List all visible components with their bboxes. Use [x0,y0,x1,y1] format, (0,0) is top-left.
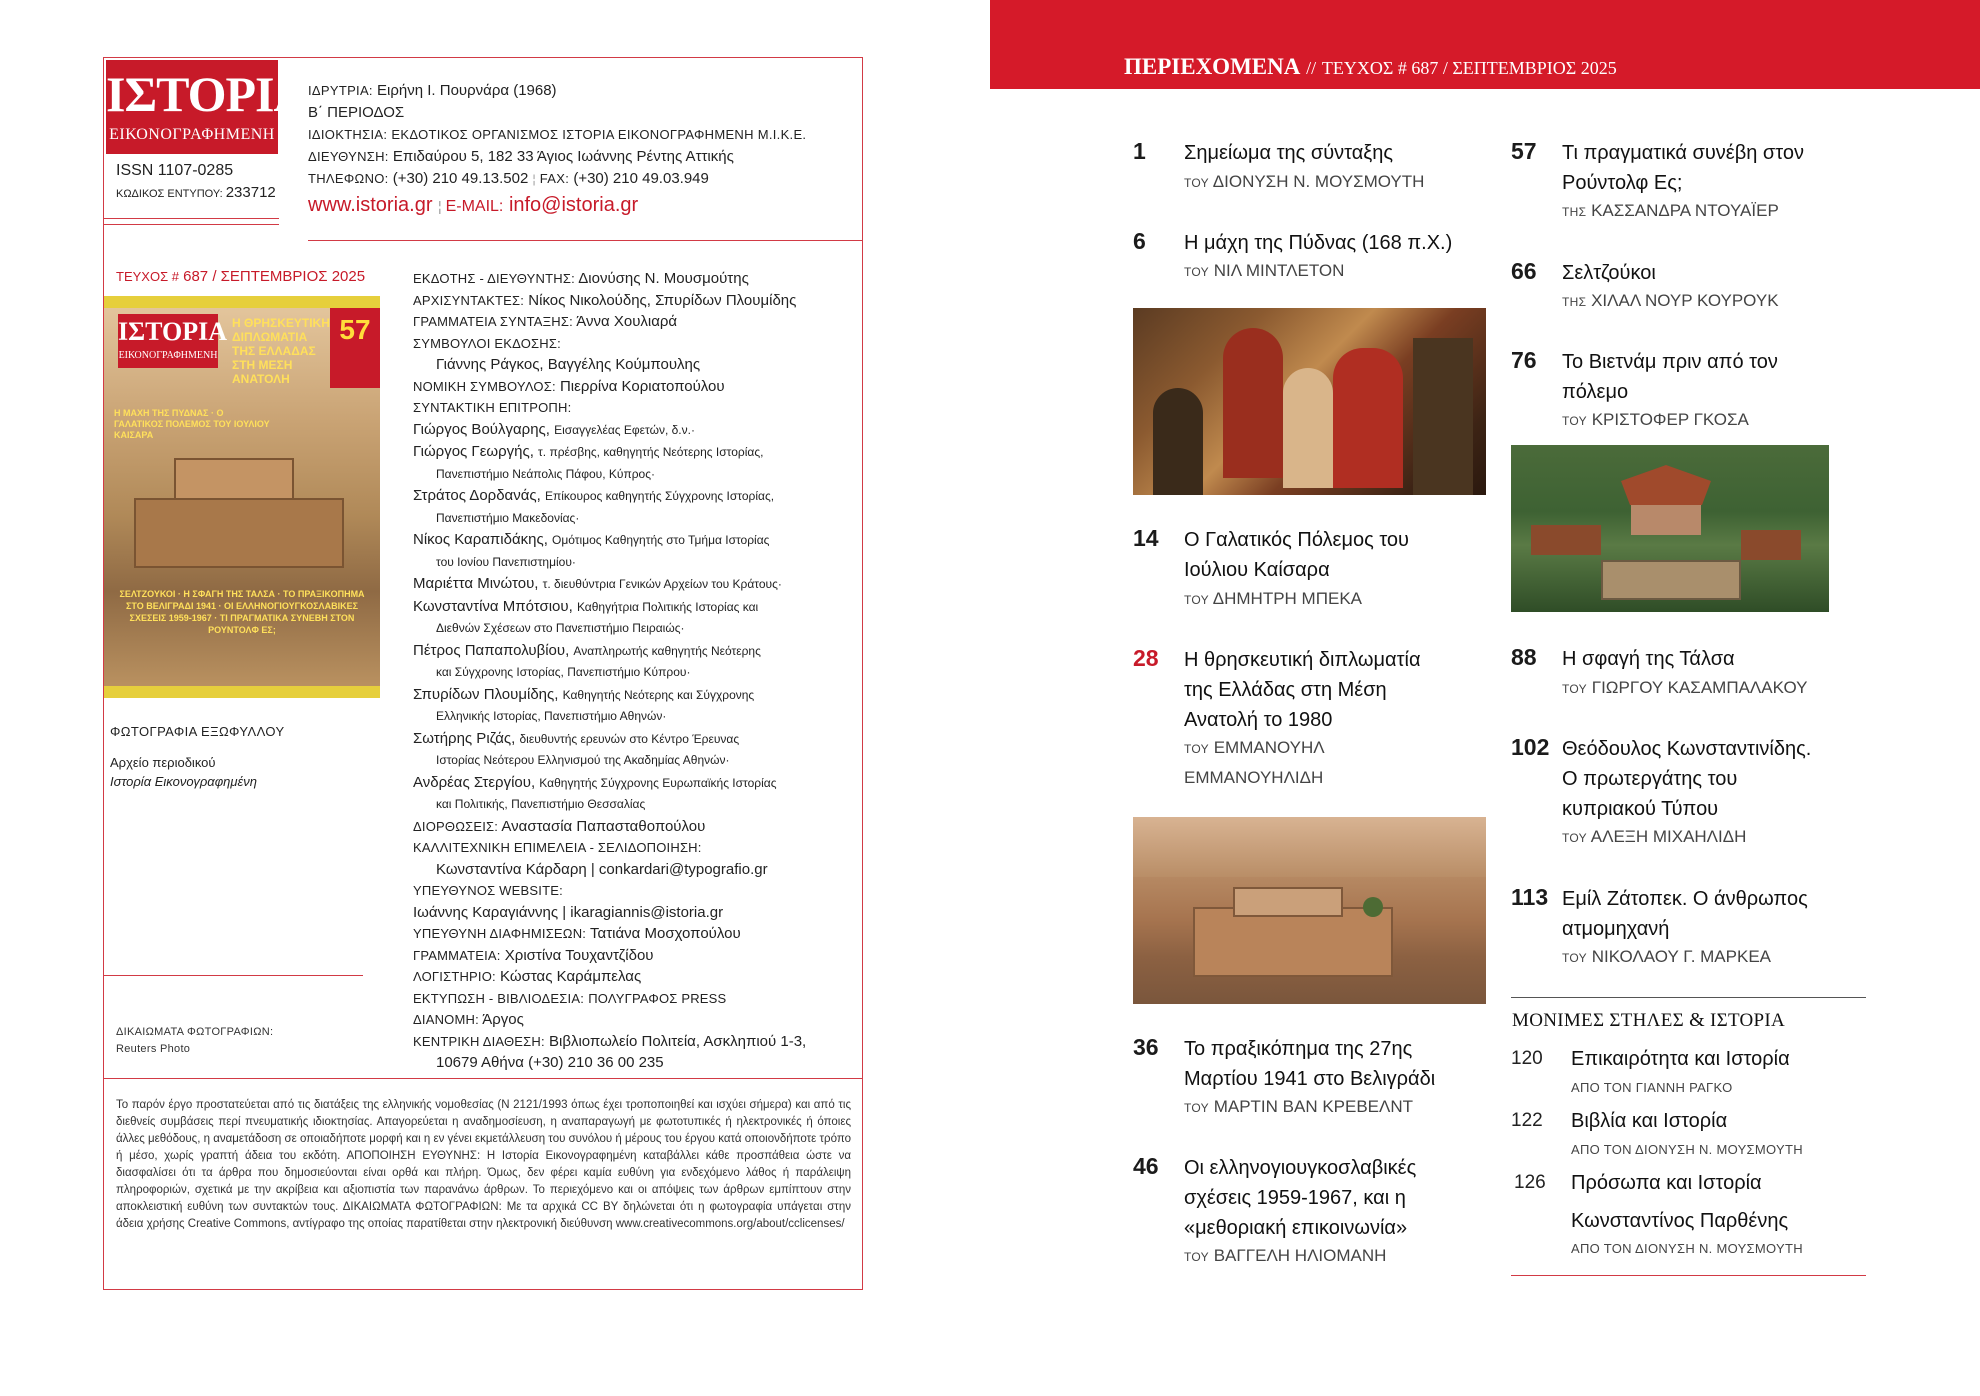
divider [103,224,279,225]
member-role: Καθηγήτρια Πολιτικής Ιστορίας και [576,599,759,614]
author-name: ΕΜΜΑΝΟΥΗΛΙΔΗ [1184,768,1324,787]
staff-label: ΚΕΝΤΡΙΚΗ ΔΙΑΘΕΣΗ: [413,1033,545,1049]
staff-value: Ιωάννης Καραγιάννης | ikaragiannis@istoria.gr [413,903,724,921]
staff-label: ΓΡΑΜΜΑΤΕΙΑ ΣΥΝΤΑΞΗΣ: [413,314,573,329]
permanent-title-text: ΜΟΝΙΜΕΣ ΣΤΗΛΕΣ [1512,1010,1684,1031]
staff-row [413,354,853,376]
member-role: Εισαγγελέας Εφετών, δ.ν.· [554,422,695,437]
photo-rights-label: ΔΙΚΑΙΩΜΑΤΑ ΦΩΤΟΓΡΑΦΙΩΝ: [116,1026,274,1038]
column-title: Επικαιρότητα και Ιστορία [1571,1048,1790,1070]
article-author [1184,1246,1386,1266]
page-number: 28 [1133,645,1159,671]
product-code-label: ΚΩΔΙΚΟΣ ΕΝΤΥΠΟΥ: [116,188,223,200]
separator: ¦ [532,172,536,186]
article-title: Η σφαγή της Τάλσα [1562,648,1735,670]
author-prefix: ΤΗΣ [1562,295,1587,309]
member-name: Σωτήρης Ριζάς, [413,729,516,747]
phone-row [308,168,853,190]
article-title: σχέσεις 1959-1967, και η [1184,1187,1406,1209]
article-author [1184,1097,1413,1117]
staff-label: ΕΚΤΥΠΩΣΗ - ΒΙΒΛΙΟΔΕΣΙΑ: [413,990,585,1006]
author-prefix: ΤΟΥ [1184,1250,1209,1264]
staff-value: Κώστας Καράμπελας [500,968,642,985]
member-name: Γιώργος Γεωργής, [413,443,534,460]
cover-headline: Η ΘΡΗΣΚΕΥΤΙΚΗ ΔΙΠΛΩΜΑΤΙΑ ΤΗΣ ΕΛΛΑΔΑΣ ΣΤΗ ΜΕΣΗ ΑΝΑΤΟΛΗ [232,316,330,386]
article-author [1184,589,1362,609]
divider [308,240,862,241]
staff-label: ΛΟΓΙΣΤΗΡΙΟ: [413,969,496,984]
staff-row [413,902,853,924]
pydna-painting-image [1133,308,1486,495]
staff-value: Βιβλιοπωλείο Πολιτεία, Ασκληπιού 1-3, [549,1032,807,1050]
photo-rights-value: Reuters Photo [116,1043,191,1055]
logo-title: ΙΣΤΟΡΙΑ [106,66,309,122]
page-number: 113 [1511,884,1549,910]
article-author [1562,410,1749,430]
member-role: του Ιονίου Πανεπιστημίου· [436,554,576,569]
committee-member [413,441,853,464]
cover-image [104,296,380,698]
committee-member [413,772,853,795]
committee-member [413,596,853,619]
staff-value: Κωνσταντίνα Κάρδαρη | conkardari@typografio.gr [436,860,768,878]
staff-value: Τατιάνα Μοσχοπούλου [590,925,741,942]
staff-row [413,988,853,1010]
article-title: Το Βιετνάμ πριν από τον [1562,351,1778,373]
staff-row [413,268,853,290]
member-name: Κωνσταντίνα Μπότσιου, [413,597,573,615]
author-prefix: ΤΟΥ [1184,176,1209,190]
staff-label: ΣΥΜΒΟΥΛΟΙ ΕΚΔΟΣΗΣ: [413,335,561,351]
page-number: 1 [1133,138,1146,164]
column-title: Πρόσωπα και Ιστορία [1571,1172,1762,1194]
member-role: Διεθνών Σχέσεων στο Πανεπιστήμιο Πειραιώς· [436,621,685,635]
author-prefix: ΤΟΥ [1184,742,1209,756]
article-author [1562,827,1746,847]
article-title: Οι ελληνογιουγκοσλαβικές [1184,1157,1417,1179]
cover-lines: Η ΜΑΧΗ ΤΗΣ ΠΥΔΝΑΣ · Ο ΓΑΛΑΤΙΚΟΣ ΠΟΛΕΜΟΣ ΤΟΥ ΙΟΥΛΙΟΥ ΚΑΙΣΑΡΑ [114,408,270,440]
cover-logo [118,314,227,368]
article-author [1184,261,1344,281]
member-role: Πανεπιστήμιο Νεάπολις Πάφου, Κύπρος· [436,466,656,481]
member-role: διευθυντής ερευνών στο Κέντρο Έρευνας [519,731,740,746]
address-label: ΔΙΕΥΘΥΝΣΗ: [308,149,389,164]
contents-heading: ΠΕΡΙΕΧΟΜΕΝΑ [1124,54,1301,79]
page-number: 122 [1511,1110,1543,1131]
staff-label: ΥΠΕΥΘΥΝΟΣ WEBSITE: [413,883,563,898]
article-title: Μαρτίου 1941 στο Βελιγράδι [1184,1068,1436,1090]
staff-label: ΣΥΝΤΑΚΤΙΚΗ ΕΠΙΤΡΟΠΗ: [413,400,572,415]
article-author [1562,291,1779,311]
publisher-info [308,80,853,218]
page-number: 120 [1511,1048,1543,1069]
column-author: ΑΠΟ ΤΟΝ ΓΙΑΝΝΗ ΡΑΓΚΟ [1571,1080,1733,1095]
member-name: Πέτρος Παπαπολυβίου, [413,641,570,659]
issn: ISSN 1107-0285 [116,162,234,179]
page-number: 36 [1133,1034,1159,1060]
founder-value: Ειρήνη Ι. Πουρνάρα (1968) [377,82,557,99]
staff-label: ΕΚΔΟΤΗΣ - ΔΙΕΥΘΥΝΤΗΣ: [413,271,575,286]
magazine-logo [103,57,309,160]
member-role: Ομότιμος Καθηγητής στο Τμήμα Ιστορίας [552,533,770,547]
cover-photo-source: Αρχείο περιοδικού [110,755,216,770]
cover-logo-text: ΙΣΤΟΡΙΑ [118,317,227,346]
article-title: Η μάχη της Πύδνας (168 π.Χ.) [1184,232,1453,254]
fax-value: (+30) 210 49.03.949 [573,170,709,187]
divider [103,218,279,219]
member-name: Στράτος Δορδανάς, [413,487,541,504]
author-prefix: ΤΟΥ [1562,831,1587,845]
staff-row [413,837,853,859]
staff-row [413,1031,853,1053]
staff-row [413,966,853,988]
contents-title [1124,53,1617,82]
author-name: ΔΗΜΗΤΡΗ ΜΠΕΚΑ [1212,589,1363,608]
divider [1511,1275,1866,1276]
period-text: Β΄ ΠΕΡΙΟΔΟΣ [308,104,405,121]
article-title: κυπριακού Τύπου [1562,798,1719,820]
cover-logo-sub: ΕΙΚΟΝΟΓΡΑΦΗΜΕΝΗ [118,350,218,361]
member-name: Γιώργος Βούλγαρης, [413,420,550,438]
staff-value: Γιάννης Ράγκος, Βαγγέλης Κούμπουλης [436,356,701,373]
committee-member [413,728,853,751]
staff-label: ΔΙΟΡΘΩΣΕΙΣ: [413,818,499,834]
cover-badge: 57 [330,308,380,388]
member-role: Καθηγητής Νεότερης και Σύγχρονης [562,687,755,702]
article-title: «μεθοριακή επικοινωνία» [1184,1217,1408,1239]
staff-row [413,880,853,902]
permanent-title-text: ΙΣΤΟΡΙΑ [1709,1010,1786,1031]
page-number: 102 [1511,734,1550,760]
member-name: Σπυρίδων Πλουμίδης, [413,685,559,703]
article-title: ατμομηχανή [1562,918,1670,940]
cover-photo-label: ΦΩΤΟΓΡΑΦΙΑ ΕΞΩΦΥΛΛΟΥ [110,724,285,739]
page-number: 14 [1133,525,1159,551]
fax-label: FAX: [539,171,570,186]
ownership-row [308,124,853,146]
staff-row [413,1052,853,1074]
staff-row [413,923,853,945]
article-title: Το πραξικόπημα της 27ης [1184,1038,1413,1060]
article-author [1562,947,1771,967]
phone-label: ΤΗΛΕΦΩΝΟ: [308,171,389,186]
article-title: Ανατολή το 1980 [1184,709,1333,731]
staff-label: ΝΟΜΙΚΗ ΣΥΜΒΟΥΛΟΣ: [413,378,556,394]
website-link[interactable]: www.istoria.gr [308,194,433,216]
staff-row [413,397,853,419]
cover-footer-text: ΣΕΛΤΖΟΥΚΟΙ · Η ΣΦΑΓΗ ΤΗΣ ΤΑΛΣΑ · ΤΟ ΠΡΑΞΙΚΟΠΗΜΑ ΣΤΟ ΒΕΛΙΓΡΑΔΙ 1941 · ΟΙ ΕΛΛΗΝΟΓΙΟΥΓΚΟΣΛΑΒΙΚΕΣ ΣΧΕΣΕΙΣ 1959-1967 · ΤΙ ΠΡΑΓΜΑΤΙΚΑ ΣΥΝΕΒΗ ΣΤΟΝ ΡΟΥΝΤΟΛΦ ΕΣ; [119,589,365,635]
author-prefix: ΤΟΥ [1184,1101,1209,1115]
committee-member [413,684,853,707]
member-name: Νίκος Καραπιδάκης, [413,531,548,548]
staff-row [413,333,853,355]
article-title: Η θρησκευτική διπλωματία [1184,649,1421,671]
staff-value: Νίκος Νικολούδης, Σπυρίδων Πλουμίδης [528,291,797,309]
member-role: Καθηγητής Σύγχρονης Ευρωπαϊκής Ιστορίας [539,775,777,790]
member-role: Πανεπιστήμιο Μακεδονίας· [436,510,580,525]
founder-row [308,80,853,102]
member-role: και Πολιτικής, Πανεπιστήμιο Θεσσαλίας [436,797,646,811]
author-name: ΜΑΡΤΙΝ ΒΑΝ ΚΡΕΒΕΛΝΤ [1213,1097,1414,1116]
member-role: τ. πρέσβης, καθηγητής Νεότερης Ιστορίας, [538,445,764,459]
separator: ¦ [438,198,446,214]
committee-member [413,573,853,596]
staff-label: ΓΡΑΜΜΑΤΕΙΑ: [413,947,501,963]
contents-issue: ΤΕΥΧΟΣ # 687 / ΣΕΠΤΕΜΒΡΙΟΣ 2025 [1321,58,1617,78]
page-number: 46 [1133,1153,1159,1179]
monastery-shape [134,498,344,568]
page-number: 66 [1511,258,1537,284]
staff-row [413,1009,853,1031]
staff-label: ΥΠΕΥΘΥΝΗ ΔΙΑΦΗΜΙΣΕΩΝ: [413,926,587,941]
staff-row [413,376,853,398]
staff-label: ΔΙΑΝΟΜΗ: [413,1012,479,1027]
staff-label: ΚΑΛΛΙΤΕΧΝΙΚΗ ΕΠΙΜΕΛΕΙΑ - ΣΕΛΙΔΟΠΟΙΗΣΗ: [413,840,702,855]
author-prefix: ΤΟΥ [1562,951,1587,965]
period [308,102,853,124]
article-title: Σημείωμα της σύνταξης [1184,142,1394,164]
article-title: Θεόδουλος Κωνσταντινίδης. [1562,738,1812,760]
email-label: E-MAIL: [445,198,504,215]
address-value: Επιδαύρου 5, 182 33 Άγιος Ιωάννης Ρέντης Αττικής [392,148,734,165]
author-name: ΝΙΚΟΛΑΟΥ Γ. ΜΑΡΚΕΑ [1591,947,1771,966]
cover-photo-owner: Ιστορία Εικονογραφημένη [110,774,257,789]
staff-row [413,290,853,312]
author-name: ΧΙΛΑΛ ΝΟΥΡ ΚΟΥΡΟΥΚ [1591,291,1779,310]
staff-value: ΠΟΛΥΓΡΑΦΟΣ PRESS [588,990,727,1006]
vietnam-temple-image [1511,445,1829,612]
staff-value: Αναστασία Παπασταθοπούλου [501,817,706,835]
committee-member [413,640,853,663]
author-prefix: ΤΟΥ [1562,414,1587,428]
page-number: 126 [1514,1172,1546,1193]
article-title: Ο Γαλατικός Πόλεμος του [1184,529,1409,551]
member-role: Επίκουρος καθηγητής Σύγχρονης Ιστορίας, [544,489,775,503]
article-title: Τι πραγματικά συνέβη στον [1562,142,1804,164]
member-role: Ιστορίας Νεότερου Ελληνισμού της Ακαδημίας Αθηνών· [436,753,730,767]
article-title: Ρούντολφ Ες; [1562,172,1683,194]
article-title: Ιούλιου Καίσαρα [1184,559,1330,581]
divider [103,975,363,976]
ownership-label: ΙΔΙΟΚΤΗΣΙΑ: [308,127,388,142]
issue-value: 687 / ΣΕΠΤΕΜΒΡΙΟΣ 2025 [183,268,366,285]
article-author [1562,678,1807,698]
issue-tag [116,268,365,285]
author-name: ΚΡΙΣΤΟΦΕΡ ΓΚΟΣΑ [1591,410,1749,429]
committee-member [413,529,853,552]
author-prefix: ΤΟΥ [1562,682,1587,696]
member-role: Ελληνικής Ιστορίας, Πανεπιστήμιο Αθηνών· [436,709,667,723]
column-title: Κωνσταντίνος Παρθένης [1571,1210,1789,1232]
staff-row [413,311,853,333]
staff-value: Διονύσης Ν. Μουσμούτης [578,270,749,287]
article-title: Σελτζούκοι [1562,262,1656,284]
logo-block [106,60,309,154]
author-name: ΚΑΣΣΑΝΔΡΑ ΝΤΟΥΑΪΕΡ [1591,201,1779,220]
column-author: ΑΠΟ ΤΟΝ ΔΙΟΝΥΣΗ Ν. ΜΟΥΣΜΟΥΤΗ [1571,1142,1803,1157]
author-name: ΑΛΕΞΗ ΜΙΧΑΗΛΙΔΗ [1590,827,1747,846]
founder-label: ΙΔΡΥΤΡΙΑ: [308,83,373,98]
author-prefix: ΤΗΣ [1562,205,1587,219]
author-name: ΝΙΛ ΜΙΝΤΛΕΤΟΝ [1213,261,1345,280]
member-role: Αναπληρωτής καθηγητής Νεότερης [573,643,761,658]
cover-photo-credit [110,724,285,789]
staff-row [413,945,853,967]
legal-notice: Το παρόν έργο προστατεύεται από τις διατάξεις της ελληνικής νομοθεσίας (Ν 2121/1993 όπως έχει τροποποιηθεί και ισχύει σήμερα) και από τις διεθνείς συμβάσεις περί πνευματικής ιδιοκτησίας. Απαγορεύεται η αναδημοσίευση, η αναπαραγωγή με φωτοτυπικές ή ηλεκτρονικές ή όποιες άλλες μεθόδους, η αναμετάδοση σε οποιαδήποτε μορφή και η εν γένει εκμετάλλευση του συνόλου ή μέρους του έργου κατά οποιονδήποτε τρόπο ή μέσο, χωρίς γραπτή άδεια του εκδότη. ΑΠΟΠΟΙΗΣΗ ΕΥΘΥΝΗΣ: Η Ιστορία Εικονογραφημένη καταβάλλει κάθε προσπάθεια ώστε να διασφαλίσει ότι τα άρθρα που δημοσιεύονται είναι ορθά και πλήρη. Όμως, δεν φέρει καμία ευθύνη για ενδεχόμενο λάθος ή παράλειψη πληροφοριών, σχετικά με την ακρίβεια και αξιοπιστία των παρανάνω άρθρων. Το περιεχόμενο και οι απόψεις των άρθρων εμπίπτουν στην αποκλειστική ευθύνη των συντακτών τους. ΔΙΚΑΙΩΜΑΤΑ ΦΩΤΟΓΡΑΦΙΩΝ: Με τα αρχικά CC BY δηλώνεται ότι η φωτογραφία υπάγεται στην άδεια χρήσης Creative Commons, αντίγραφο της οποίας παρατίθεται στην ηλεκτρονική διεύθυνση www.creativecommons.org/about/cclicenses/ [116,1099,851,1230]
column-title: Βιβλία και Ιστορία [1571,1110,1728,1132]
member-role: και Σύγχρονης Ιστορίας, Πανεπιστήμιο Κύπρου· [436,665,691,679]
staff-value: Άννα Χουλιαρά [576,313,678,330]
permanent-columns-title [1512,1009,1785,1032]
product-code [116,184,276,201]
column-author: ΑΠΟ ΤΟΝ ΔΙΟΝΥΣΗ Ν. ΜΟΥΣΜΟΥΤΗ [1571,1241,1803,1256]
staff-value: 10679 Αθήνα (+30) 210 36 00 235 [436,1054,664,1071]
staff-label: ΑΡΧΙΣΥΝΤΑΚΤΕΣ: [413,292,525,308]
staff-value: Πιερρίνα Κοριατοπούλου [559,377,725,395]
article-author [1184,172,1424,192]
photo-rights [116,1024,273,1058]
staff-list [413,268,853,1074]
product-code-value: 233712 [225,184,276,201]
ampersand: & [1689,1009,1705,1031]
page-number: 76 [1511,347,1537,373]
author-prefix: ΤΟΥ [1184,265,1209,279]
author-name: ΒΑΓΓΕΛΗ ΗΛΙΟΜΑΝΗ [1213,1246,1387,1265]
committee-member [413,485,853,508]
member-role: τ. διευθύντρια Γενικών Αρχείων του Κράτους· [542,577,782,591]
member-name: Ανδρέας Στεργίου, [413,773,536,791]
author-name: ΓΙΩΡΓΟΥ ΚΑΣΑΜΠΑΛΑΚΟΥ [1591,678,1808,697]
page-number: 57 [1511,138,1537,164]
logo-subtitle: ΕΙΚΟΝΟΓΡΑΦΗΜΕΝΗ [109,126,275,143]
staff-value: Χριστίνα Τουχαντζίδου [504,946,654,964]
page-number: 88 [1511,644,1537,670]
article-author [1562,201,1779,221]
email-link[interactable]: info@istoria.gr [508,194,639,216]
web-row [308,194,853,218]
separator: // [1306,58,1317,78]
divider [103,1078,863,1079]
committee-member [413,419,853,442]
author-name: ΔΙΟΝΥΣΗ Ν. ΜΟΥΣΜΟΥΤΗ [1212,172,1425,191]
issue-label: ΤΕΥΧΟΣ # [116,269,179,284]
address-row [308,146,853,168]
staff-row [413,859,853,881]
staff-row [413,816,853,838]
article-title: πόλεμο [1562,381,1629,403]
member-name: Μαριέττα Μινώτου, [413,575,539,592]
article-author [1184,738,1325,758]
monastery-image [1133,817,1486,1004]
page-number: 6 [1133,228,1146,254]
article-title: Ο πρωτεργάτης του [1562,768,1738,790]
article-title: Εμίλ Ζάτοπεκ. Ο άνθρωπος [1562,888,1808,910]
staff-value: Άργος [482,1011,524,1028]
divider [1511,997,1866,998]
article-title: της Ελλάδας στη Μέση [1184,679,1387,701]
author-name: ΕΜΜΑΝΟΥΗΛ [1213,738,1325,757]
author-prefix: ΤΟΥ [1184,593,1209,607]
ownership-value: ΕΚΔΟΤΙΚΟΣ ΟΡΓΑΝΙΣΜΟΣ ΙΣΤΟΡΙΑ ΕΙΚΟΝΟΓΡΑΦΗΜΕΝΗ Μ.Ι.Κ.Ε. [391,127,807,142]
phone-value: (+30) 210 49.13.502 [392,170,529,187]
